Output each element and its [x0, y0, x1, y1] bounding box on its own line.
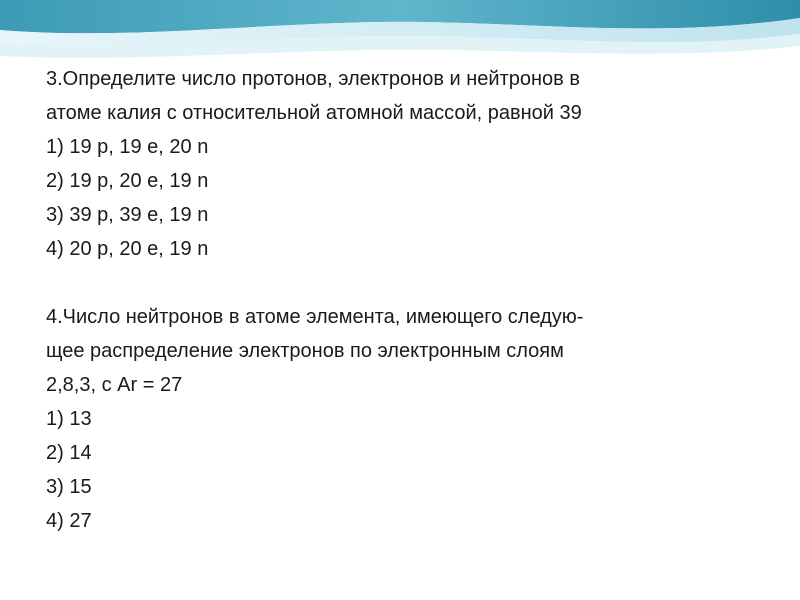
question-4-text-line-2: щее распределение электронов по электронным слоям — [46, 340, 564, 362]
question-4-text-line-1: 4.Число нейтронов в атоме элемента, имеющего следую- — [46, 306, 584, 328]
question-3-option-4: 4) 20 p, 20 e, 19 n — [46, 238, 209, 260]
slide-content — [46, 62, 766, 538]
question-4-option-3: 3) 15 — [46, 476, 92, 498]
question-3-option-2: 2) 19 p, 20 e, 19 n — [46, 170, 209, 192]
question-4-option-2: 2) 14 — [46, 442, 92, 464]
question-4-option-4: 4) 27 — [46, 510, 92, 532]
question-3-option-1: 1) 19 p, 19 e, 20 n — [46, 136, 209, 158]
question-3-option-3: 3) 39 p, 39 e, 19 n — [46, 204, 209, 226]
question-4-text-line-3: 2,8,3, с Ar = 27 — [46, 374, 183, 396]
question-4-option-1: 1) 13 — [46, 408, 92, 430]
question-3-text-line-1: 3.Определите число протонов, электронов и нейтронов в — [46, 68, 580, 90]
question-3-text-line-2: атоме калия с относительной атомной массой, равной 39 — [46, 102, 582, 124]
question-separator — [46, 266, 766, 300]
